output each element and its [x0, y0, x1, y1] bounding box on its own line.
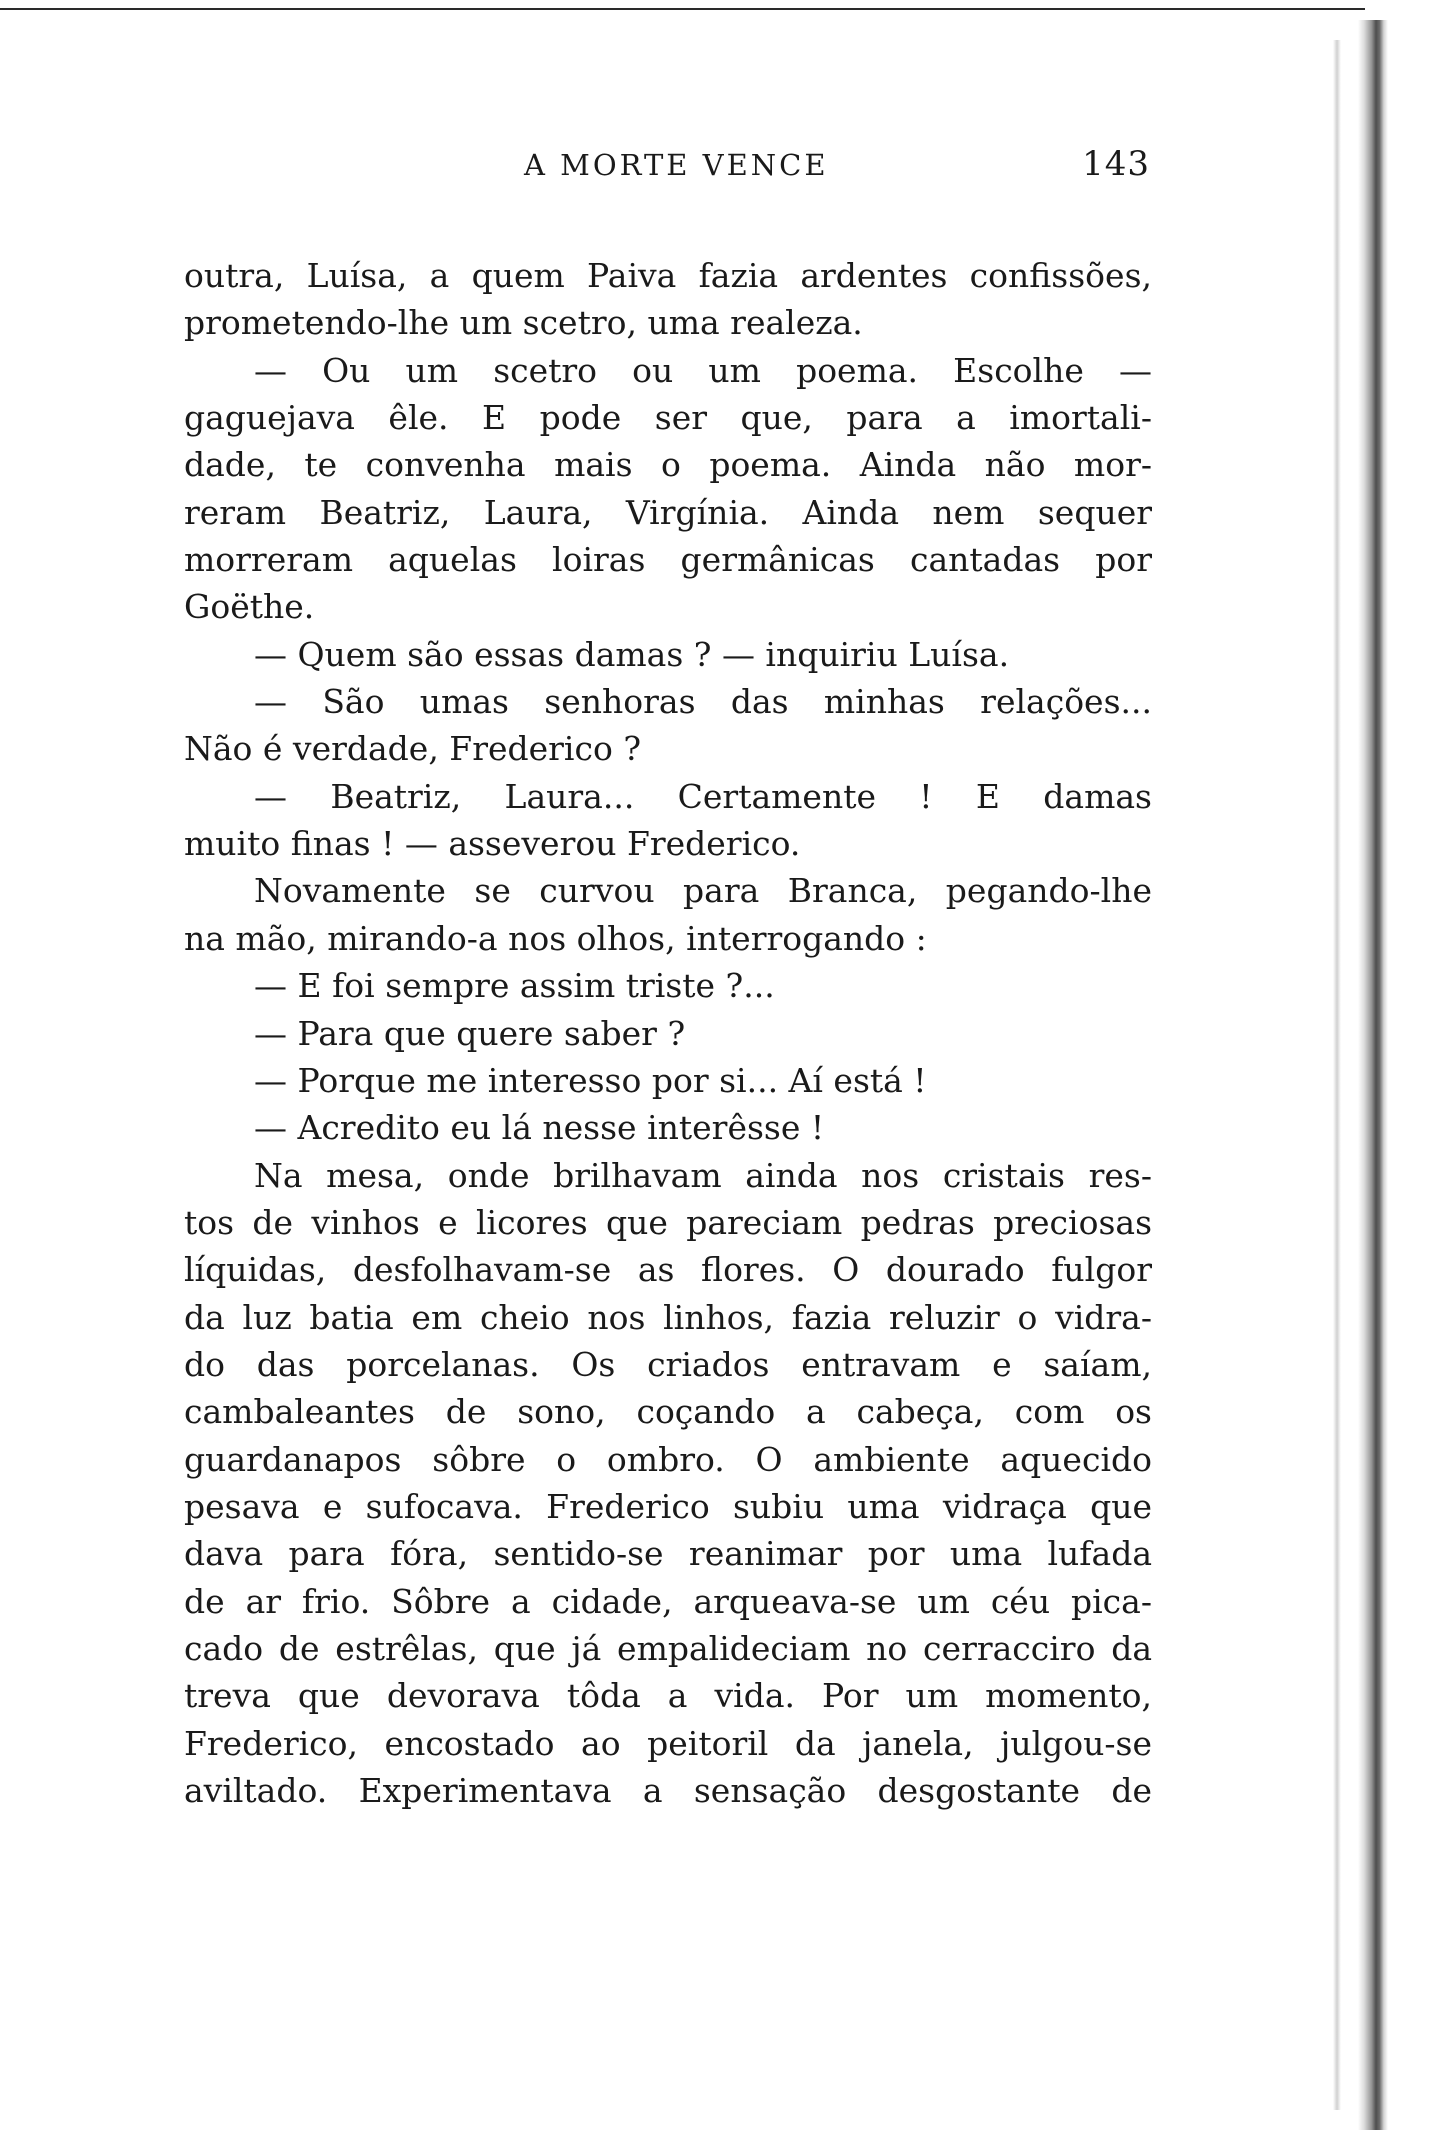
text-line: outra, Luísa, a quem Paiva fazia ardentes confissões,	[184, 256, 1152, 295]
text-line: dade, te convenha mais o poema. Ainda não mor-	[184, 445, 1152, 485]
text-line: — Porque me interesso por si... Aí está !	[254, 1060, 927, 1100]
text-line: — E foi sempre assim triste ?...	[254, 966, 775, 1006]
text-line: dava para fóra, sentido-se reanimar por uma lufada	[184, 1534, 1152, 1574]
text-line: reram Beatriz, Laura, Virgínia. Ainda nem sequer	[184, 492, 1152, 532]
text-line: cambaleantes de sono, coçando a cabeça, com os	[184, 1392, 1152, 1432]
text-line: — Quem são essas damas ? — inquiriu Luísa.	[254, 634, 1010, 674]
text-line: — Ou um scetro ou um poema. Escolhe —	[254, 350, 1152, 390]
page-edge-shadow	[1358, 20, 1388, 2130]
text-line: — Acredito eu lá nesse interêsse !	[254, 1108, 825, 1148]
text-line: — Para que quere saber ?	[254, 1013, 686, 1053]
text-line: treva que devorava tôda a vida. Por um momento,	[184, 1676, 1152, 1716]
text-line: na mão, mirando-a nos olhos, interrogando :	[184, 918, 927, 958]
text-line: prometendo-lhe um scetro, uma realeza.	[184, 303, 863, 343]
text-line: tos de vinhos e licores que pareciam pedras preciosas	[184, 1202, 1152, 1242]
top-page-rule	[0, 8, 1365, 10]
running-title: A MORTE VENCE	[524, 148, 829, 182]
text-line: Goëthe.	[184, 587, 315, 627]
text-line: guardanapos sôbre o ombro. O ambiente aquecido	[184, 1439, 1152, 1479]
body-text	[184, 252, 1152, 1814]
page-number: 143	[1082, 144, 1150, 184]
text-line: de ar frio. Sôbre a cidade, arqueava-se um céu pica-	[184, 1581, 1152, 1621]
text-line: pesava e sufocava. Frederico subiu uma vidraça que	[184, 1486, 1152, 1526]
text-line: — Beatriz, Laura... Certamente ! E damas	[254, 776, 1152, 816]
text-line: gaguejava êle. E pode ser que, para a imortali-	[184, 398, 1152, 438]
text-line: Na mesa, onde brilhavam ainda nos cristais res-	[254, 1155, 1152, 1195]
text-line: morreram aquelas loiras germânicas cantadas por	[184, 540, 1152, 580]
text-line: da luz batia em cheio nos linhos, fazia reluzir o vidra-	[184, 1297, 1152, 1337]
text-line: Frederico, encostado ao peitoril da janela, julgou-se	[184, 1723, 1152, 1763]
text-line: do das porcelanas. Os criados entravam e saíam,	[184, 1344, 1152, 1384]
text-line: aviltado. Experimentava a sensação desgostante de	[184, 1771, 1152, 1810]
text-line: cado de estrêlas, que já empalideciam no cerracciro da	[184, 1628, 1152, 1668]
text-line: muito finas ! — asseverou Frederico.	[184, 824, 801, 864]
running-head	[190, 144, 1150, 192]
text-line: Novamente se curvou para Branca, pegando-lhe	[254, 871, 1152, 911]
text-line: — São umas senhoras das minhas relações...	[254, 682, 1152, 722]
page-gutter-shadow	[1333, 40, 1341, 2110]
text-line: líquidas, desfolhavam-se as flores. O dourado fulgor	[184, 1250, 1152, 1290]
text-line: Não é verdade, Frederico ?	[184, 729, 642, 769]
